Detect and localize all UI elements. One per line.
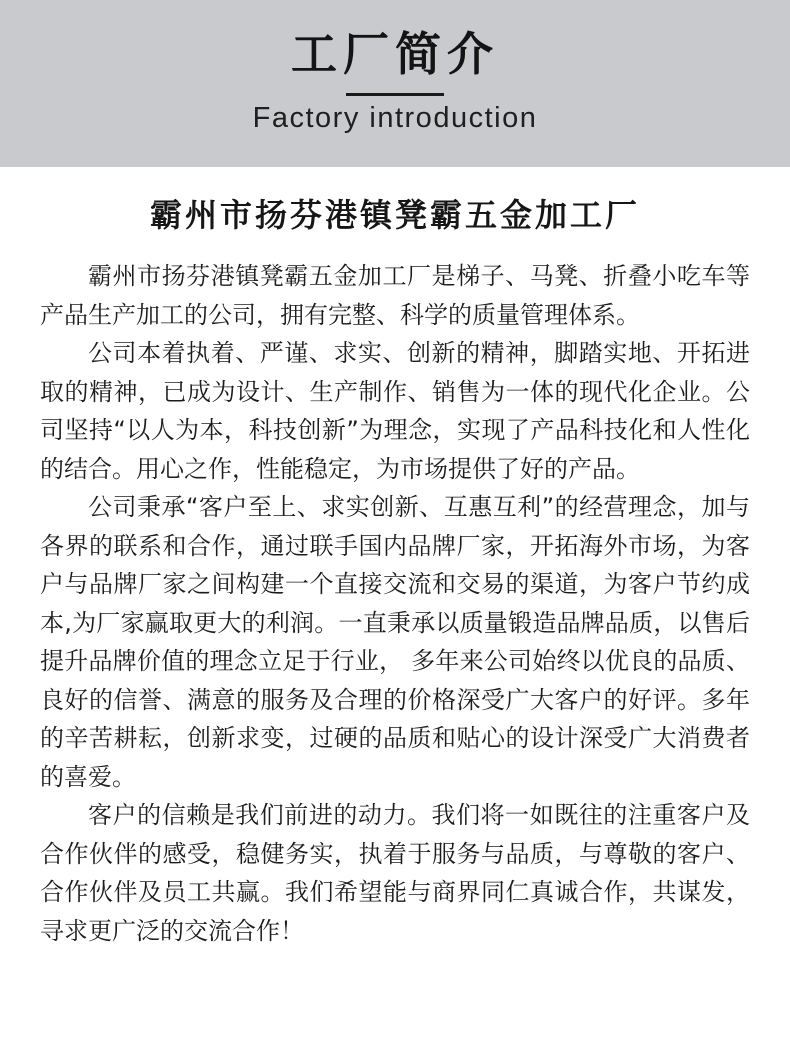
introduction-article xyxy=(40,257,750,950)
intro-paragraph-3: 公司秉承“客户至上、求实创新、互惠互利”的经营理念，加与各界的联系和合作，通过联手国内品牌厂家，开拓海外市场，为客户与品牌厂家之间构建一个直接交流和交易的渠道，为客户节约成本,为厂家赢取更大的利润。一直秉承以质量锻造品牌品质，以售后提升品牌价值的理念立足于行业， 多年来公司始终以优良的品质、良好的信誉、满意的服务及合理的价格深受广大客户的好评。多年的辛苦耕耘，创新求变，过硬的品质和贴心的设计深受广大消费者的喜爱。 xyxy=(40,493,750,791)
company-name-heading: 霸州市扬芬港镇凳霸五金加工厂 xyxy=(149,196,640,234)
intro-paragraph-2: 公司本着执着、严谨、求实、创新的精神，脚踏实地、开拓进取的精神，已成为设计、生产制作、销售为一体的现代化企业。公司坚持“以人为本，科技创新”为理念，实现了产品科技化和人性化的结合。用心之作，性能稳定，为市场提供了好的产品。 xyxy=(40,339,750,483)
page-title: 工厂简介 xyxy=(291,27,499,81)
title-divider xyxy=(346,93,444,96)
page-subtitle: Factory introduction xyxy=(252,102,538,134)
intro-paragraph-1: 霸州市扬芬港镇凳霸五金加工厂是梯子、马凳、折叠小吃车等产品生产加工的公司，拥有完整、科学的质量管理体系。 xyxy=(40,262,750,329)
intro-paragraph-4: 客户的信赖是我们前进的动力。我们将一如既往的注重客户及合作伙伴的感受，稳健务实，执着于服务与品质，与尊敬的客户、合作伙伴及员工共赢。我们希望能与商界同仁真诚合作，共谋发，寻求更广泛的交流合作！ xyxy=(40,801,750,945)
header-banner xyxy=(0,0,790,167)
